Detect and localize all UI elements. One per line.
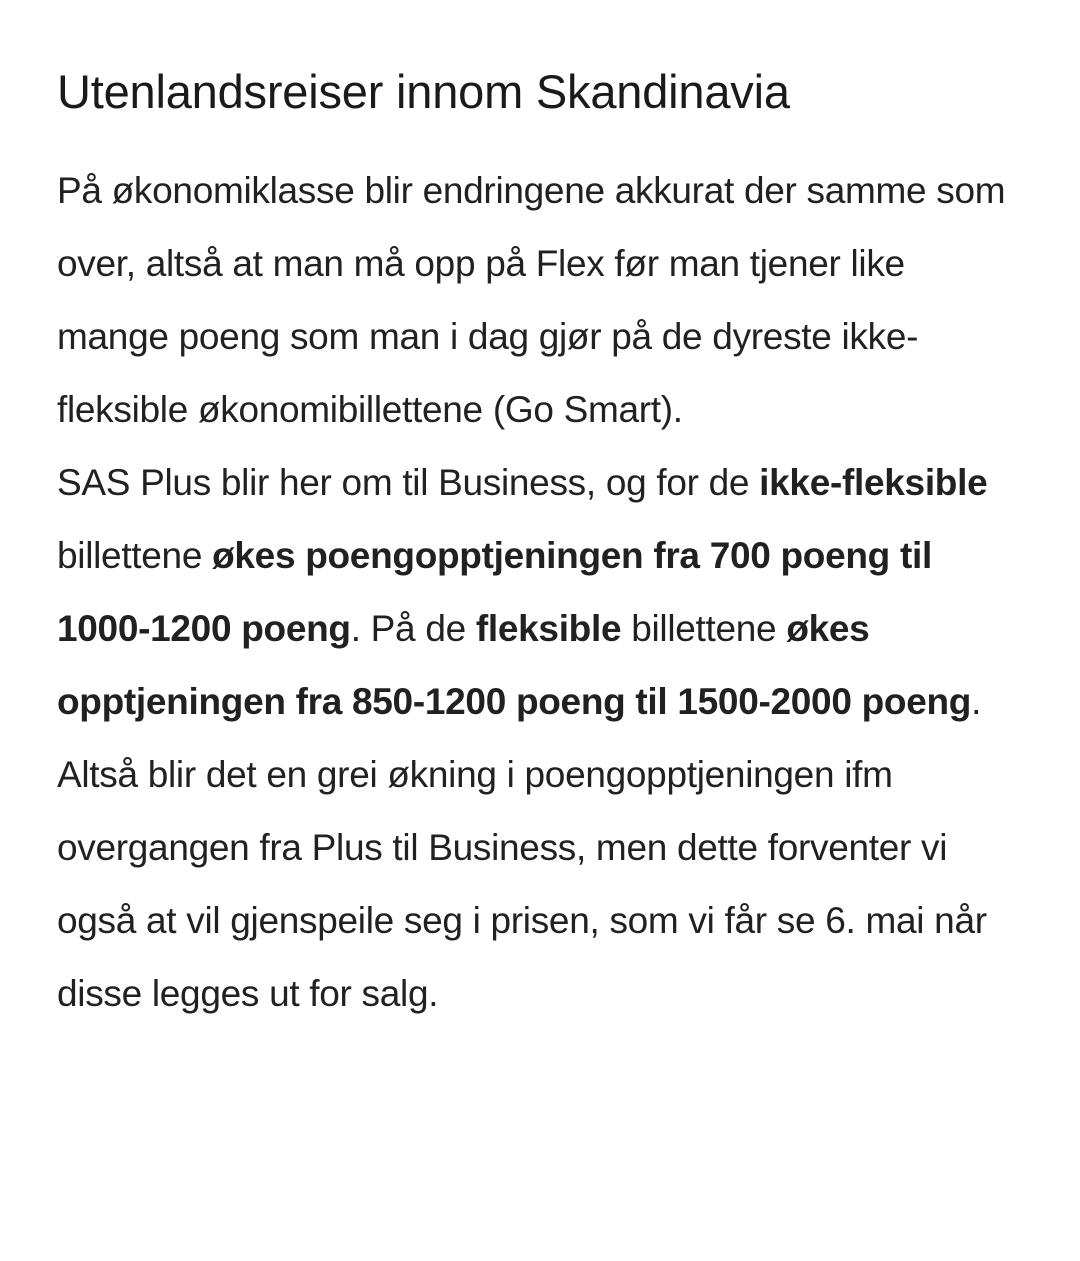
- text-segment: SAS Plus blir her om til Business, og for de: [57, 462, 760, 503]
- text-segment: .: [971, 681, 982, 722]
- article-body: [57, 154, 1024, 1030]
- text-segment: billettene: [57, 535, 213, 576]
- bold-text-segment: ikke-fleksible: [759, 462, 988, 503]
- paragraph-economy: [57, 154, 1024, 446]
- bold-text-segment: økes poengopptjeningen fra 700 poeng til 1000-1200 poeng: [57, 535, 932, 649]
- paragraph-conclusion: [57, 738, 1024, 1030]
- section-heading: Utenlandsreiser innom Skandinavia: [57, 65, 790, 118]
- paragraph-sas-plus: [57, 446, 1024, 738]
- bold-text-segment: økes opptjeningen fra 850-1200 poeng til 1500-2000 poeng: [57, 608, 972, 722]
- text-segment: Altså blir det en grei økning i poengopptjeningen ifm overgangen fra Plus til Business, men dette forventer vi også at vil gjenspeile seg i prisen, som vi får se 6. mai når disse legges ut for salg.: [57, 754, 987, 1014]
- bold-text-segment: fleksible: [475, 608, 622, 649]
- text-segment: . På de: [350, 608, 476, 649]
- text-segment: På økonomiklasse blir endringene akkurat der samme som over, altså at man må opp på Flex før man tjener like mange poeng som man i dag gjør på de dyreste ikke-fleksible økonomibillettene (Go Smart).: [57, 170, 1006, 430]
- text-segment: billettene: [621, 608, 787, 649]
